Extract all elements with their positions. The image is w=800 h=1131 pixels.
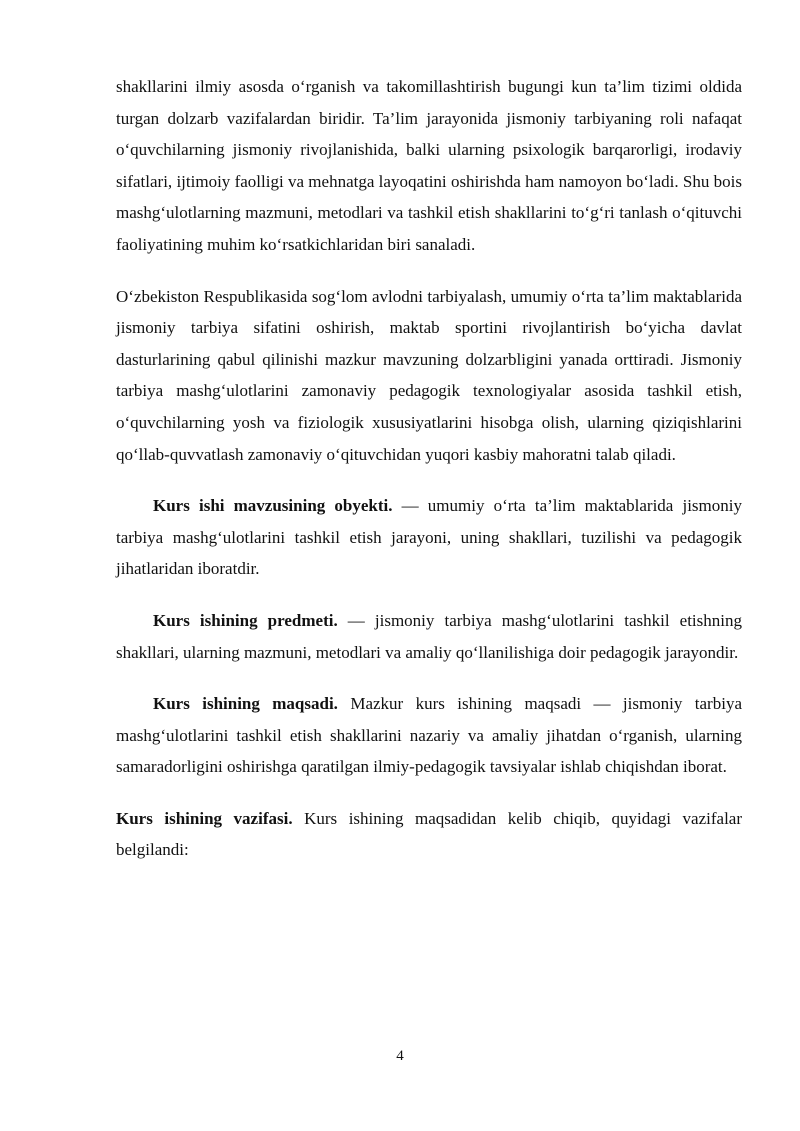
page-number: 4 (396, 1048, 404, 1064)
goal-heading: Kurs ishining maqsadi. (153, 694, 338, 714)
tasks-heading: Kurs ishining vazifasi. (116, 808, 293, 828)
paragraph-goal (116, 688, 742, 783)
paragraph-tasks (116, 803, 742, 866)
object-heading: Kurs ishi mavzusining obyekti. (153, 496, 393, 516)
paragraph-object (116, 490, 742, 585)
paragraph-relevance: O‘zbekiston Respublikasida sog‘lom avlodni tarbiyalash, umumiy o‘rta ta’lim maktablarida jismoniy tarbiya sifatini oshirish, maktab sportini rivojlantirish bo‘yicha davlat dasturlarining qabul qilinishi mazkur mavzuning dolzarbligini yanada orttiradi. Jismoniy tarbiya mashg‘ulotlarini zamonaviy pedagogik texnologiyalar asosida tashkil etish, o‘quvchilarning yosh va fiziologik xususiyatlarini hisobga olish, ularning qiziqishlarini qo‘llab-quvvatlash zamonaviy o‘qituvchidan yuqori kasbiy mahoratni talab qiladi. (116, 286, 742, 464)
paragraph-intro-continuation: shakllarini ilmiy asosda o‘rganish va takomillashtirish bugungi kun ta’lim tizimi oldida turgan dolzarb vazifalardan biridir. Ta’lim jarayonida jismoniy tarbiyaning roli nafaqat o‘quvchilarning jismoniy rivojlanishida, balki ularning psixologik barqarorligi, irodaviy sifatlari, ijtimoiy faolligi va mehnatga layoqatini oshirishda ham namoyon bo‘ladi. Shu bois mashg‘ulotlarning mazmuni, metodlari va tashkil etish shakllarini to‘g‘ri tanlash o‘qituvchi faoliyatining muhim ko‘rsatkichlaridan biri sanaladi. (116, 77, 742, 254)
document-page (116, 71, 742, 866)
object-text: — umumiy o‘rta ta’lim maktablarida jismoniy tarbiya mashg‘ulotlarini tashkil etish jarayoni, uning shakllari, tuzilishi va pedagogik jihatlaridan iboratdir. (116, 496, 742, 579)
goal-text: Mazkur kurs ishining maqsadi — jismoniy tarbiya mashg‘ulotlarini tashkil etish shakllarini nazariy va amaliy jihatdan o‘rganish, ularning samaradorligini oshirishga qaratilgan ilmiy-pedagogik tavsiyalar ishlab chiqishdan iborat. (116, 694, 742, 777)
paragraph-subject (116, 605, 742, 668)
subject-heading: Kurs ishining predmeti. (153, 610, 338, 630)
subject-text: — jismoniy tarbiya mashg‘ulotlarini tashkil etishning shakllari, ularning mazmuni, metodlari va amaliy qo‘llanilishiga doir pedagogik jarayondir. (116, 610, 742, 662)
tasks-text: Kurs ishining maqsadidan kelib chiqib, quyidagi vazifalar belgilandi: (116, 808, 742, 860)
